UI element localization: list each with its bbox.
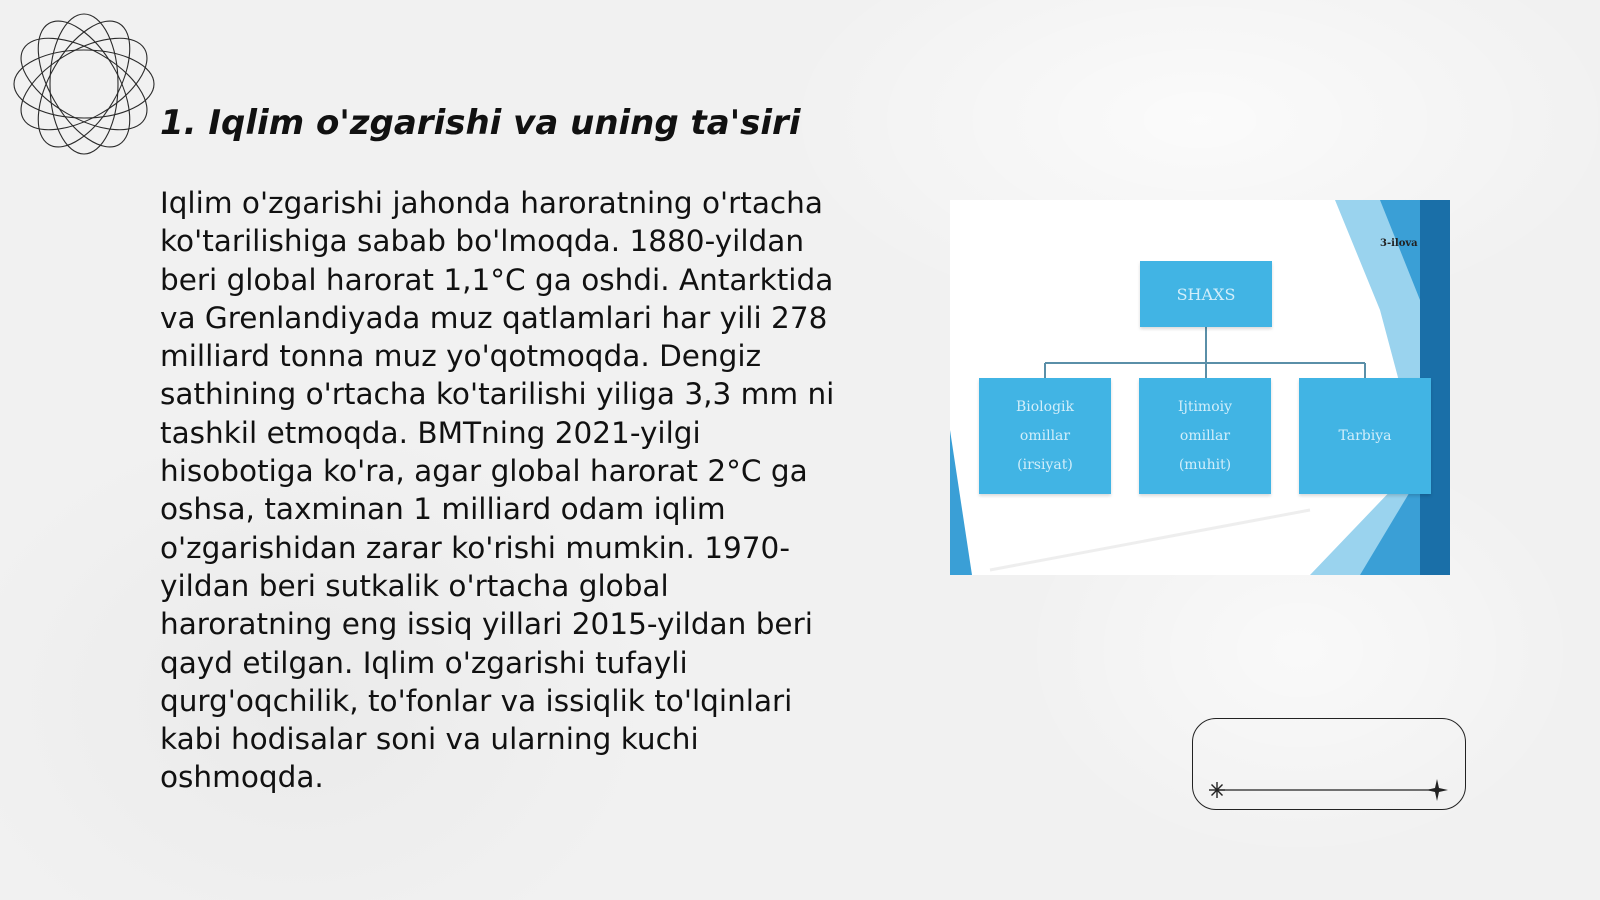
box-3-label: Tarbiya — [1338, 427, 1392, 444]
diagram-box-3 — [1299, 378, 1431, 494]
diagram-box-2 — [1139, 378, 1271, 494]
diagram-box-top — [1140, 261, 1272, 327]
star-burst-icon — [1209, 782, 1225, 798]
caption-divider — [1205, 778, 1455, 802]
box-1-line-1: Biologik — [1015, 398, 1075, 415]
box-2-line-3: (muhit) — [1178, 456, 1232, 473]
box-1-line-2: omillar — [1019, 427, 1071, 444]
box-2-line-1: Ijtimoiy — [1177, 398, 1233, 415]
box-1-line-3: (irsiyat) — [1017, 456, 1073, 473]
four-point-star-icon — [1426, 779, 1448, 801]
org-chart-image — [950, 200, 1450, 575]
slide-title: 1. Iqlim o'zgarishi va uning ta'siri — [160, 103, 801, 143]
box-2-line-2: omillar — [1179, 427, 1231, 444]
diagram-box-1 — [979, 378, 1111, 494]
figure-label: 3-ilova — [1380, 238, 1418, 249]
rosette-ornament-icon — [10, 10, 158, 158]
slide-body-text: Iqlim o'zgarishi jahonda haroratning o'rtacha ko'tarilishiga sabab bo'lmoqda. 1880-yildan beri global harorat 1,1°C ga oshdi. Antarktida va Grenlandiyada muz qatlamlari har yili 278 milliard tonna muz yo'qotmoqda. Dengiz sathining o'rtacha ko'tarilishi yiliga 3,3 mm ni tashkil etmoqda. BMTning 2021-yilgi hisobotiga ko'ra, agar global harorat 2°C ga oshsa, taxminan 1 milliard odam iqlim o'zgarishidan zarar ko'rishi mumkin. 1970-yildan beri sutkalik o'rtacha global haroratning eng issiq yillari 2015-yildan beri qayd etilgan. Iqlim o'zgarishi tufayli qurg'oqchilik, to'fonlar va issiqlik to'lqinlari kabi hodisalar soni va ularning kuchi oshmoqda. — [160, 186, 835, 795]
diagram-box-top-label: SHAXS — [1176, 284, 1236, 304]
